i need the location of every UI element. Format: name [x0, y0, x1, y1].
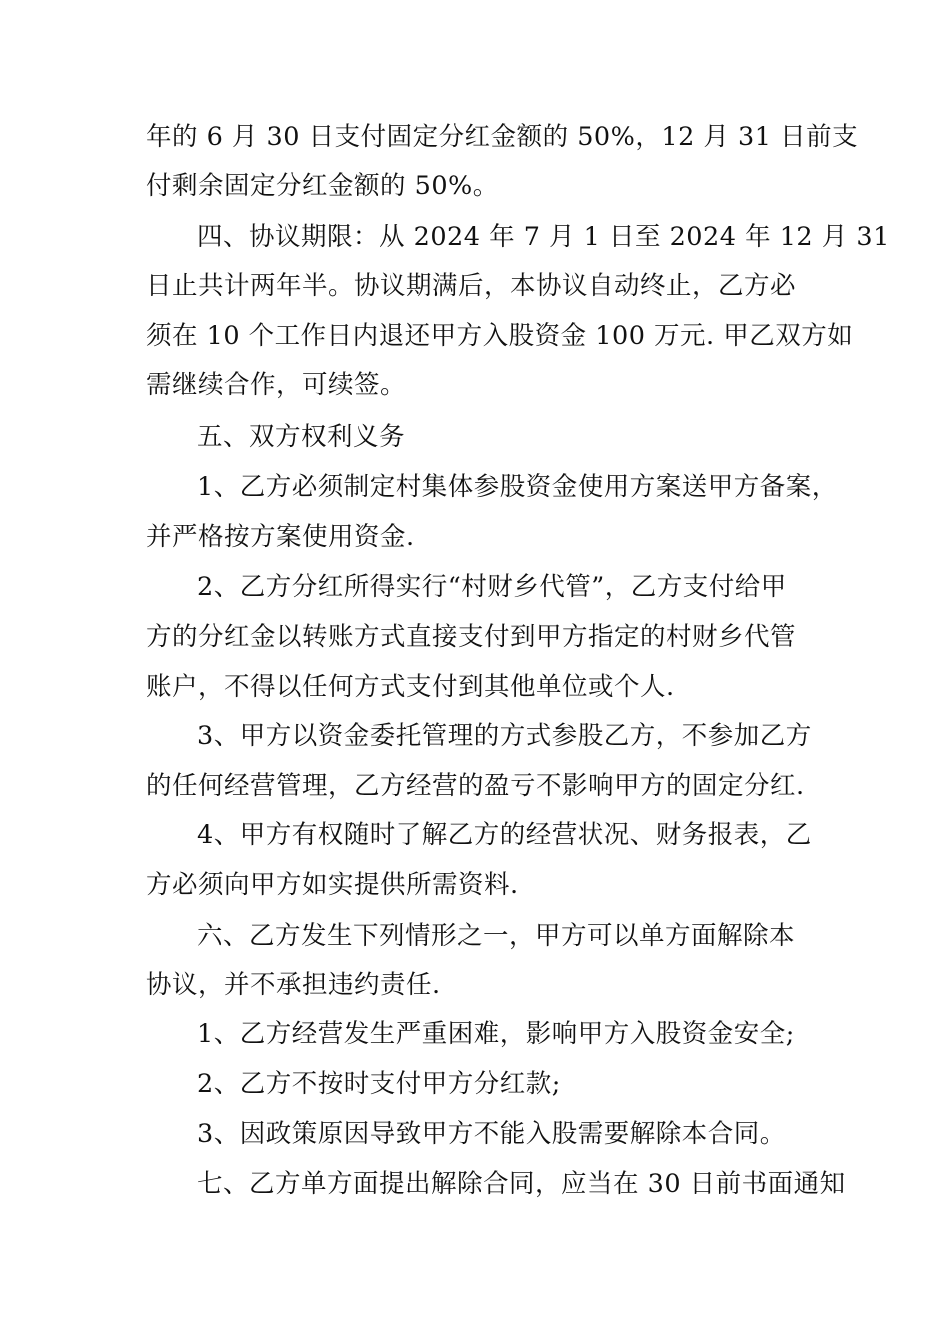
text-line: 并严格按方案使用资金.	[146, 522, 415, 552]
text-line: 日止共计两年半。协议期满后，本协议自动终止，乙方必	[146, 271, 797, 301]
text-line: 1、乙方经营发生严重困难，影响甲方入股资金安全;	[197, 1019, 795, 1049]
text-line: 方的分红金以转账方式直接支付到甲方指定的村财乡代管	[146, 622, 797, 652]
text-line: 3、甲方以资金委托管理的方式参股乙方，不参加乙方	[197, 721, 812, 751]
text-line: 3、因政策原因导致甲方不能入股需要解除本合同。	[197, 1119, 786, 1149]
section-7-heading-line: 七、乙方单方面提出解除合同，应当在 30 日前书面通知	[197, 1169, 846, 1199]
text-line: 账户，不得以任何方式支付到其他单位或个人.	[146, 672, 675, 702]
text-line: 方必须向甲方如实提供所需资料.	[146, 870, 519, 900]
section-5-heading: 五、双方权利义务	[197, 422, 406, 452]
text-line: 1、乙方必须制定村集体参股资金使用方案送甲方备案，	[197, 472, 838, 502]
text-line: 年的 6 月 30 日支付固定分红金额的 50%，12 月 31 日前支	[146, 122, 859, 152]
text-line: 协议，并不承担违约责任.	[146, 970, 441, 1000]
text-line: 的任何经营管理，乙方经营的盈亏不影响甲方的固定分红.	[146, 771, 805, 801]
text-line: 需继续合作，可续签。	[146, 370, 407, 400]
text-line: 2、乙方分红所得实行“村财乡代管”，乙方支付给甲	[197, 572, 787, 602]
section-4-heading-line: 四、协议期限：从 2024 年 7 月 1 日至 2024 年 12 月 31	[197, 222, 890, 252]
text-line: 付剩余固定分红金额的 50%。	[146, 171, 499, 201]
text-line: 4、甲方有权随时了解乙方的经营状况、财务报表，乙	[197, 820, 812, 850]
text-line: 须在 10 个工作日内退还甲方入股资金 100 万元. 甲乙双方如	[146, 321, 854, 351]
section-6-heading-line: 六、乙方发生下列情形之一，甲方可以单方面解除本	[197, 921, 796, 951]
text-line: 2、乙方不按时支付甲方分红款;	[197, 1069, 561, 1099]
